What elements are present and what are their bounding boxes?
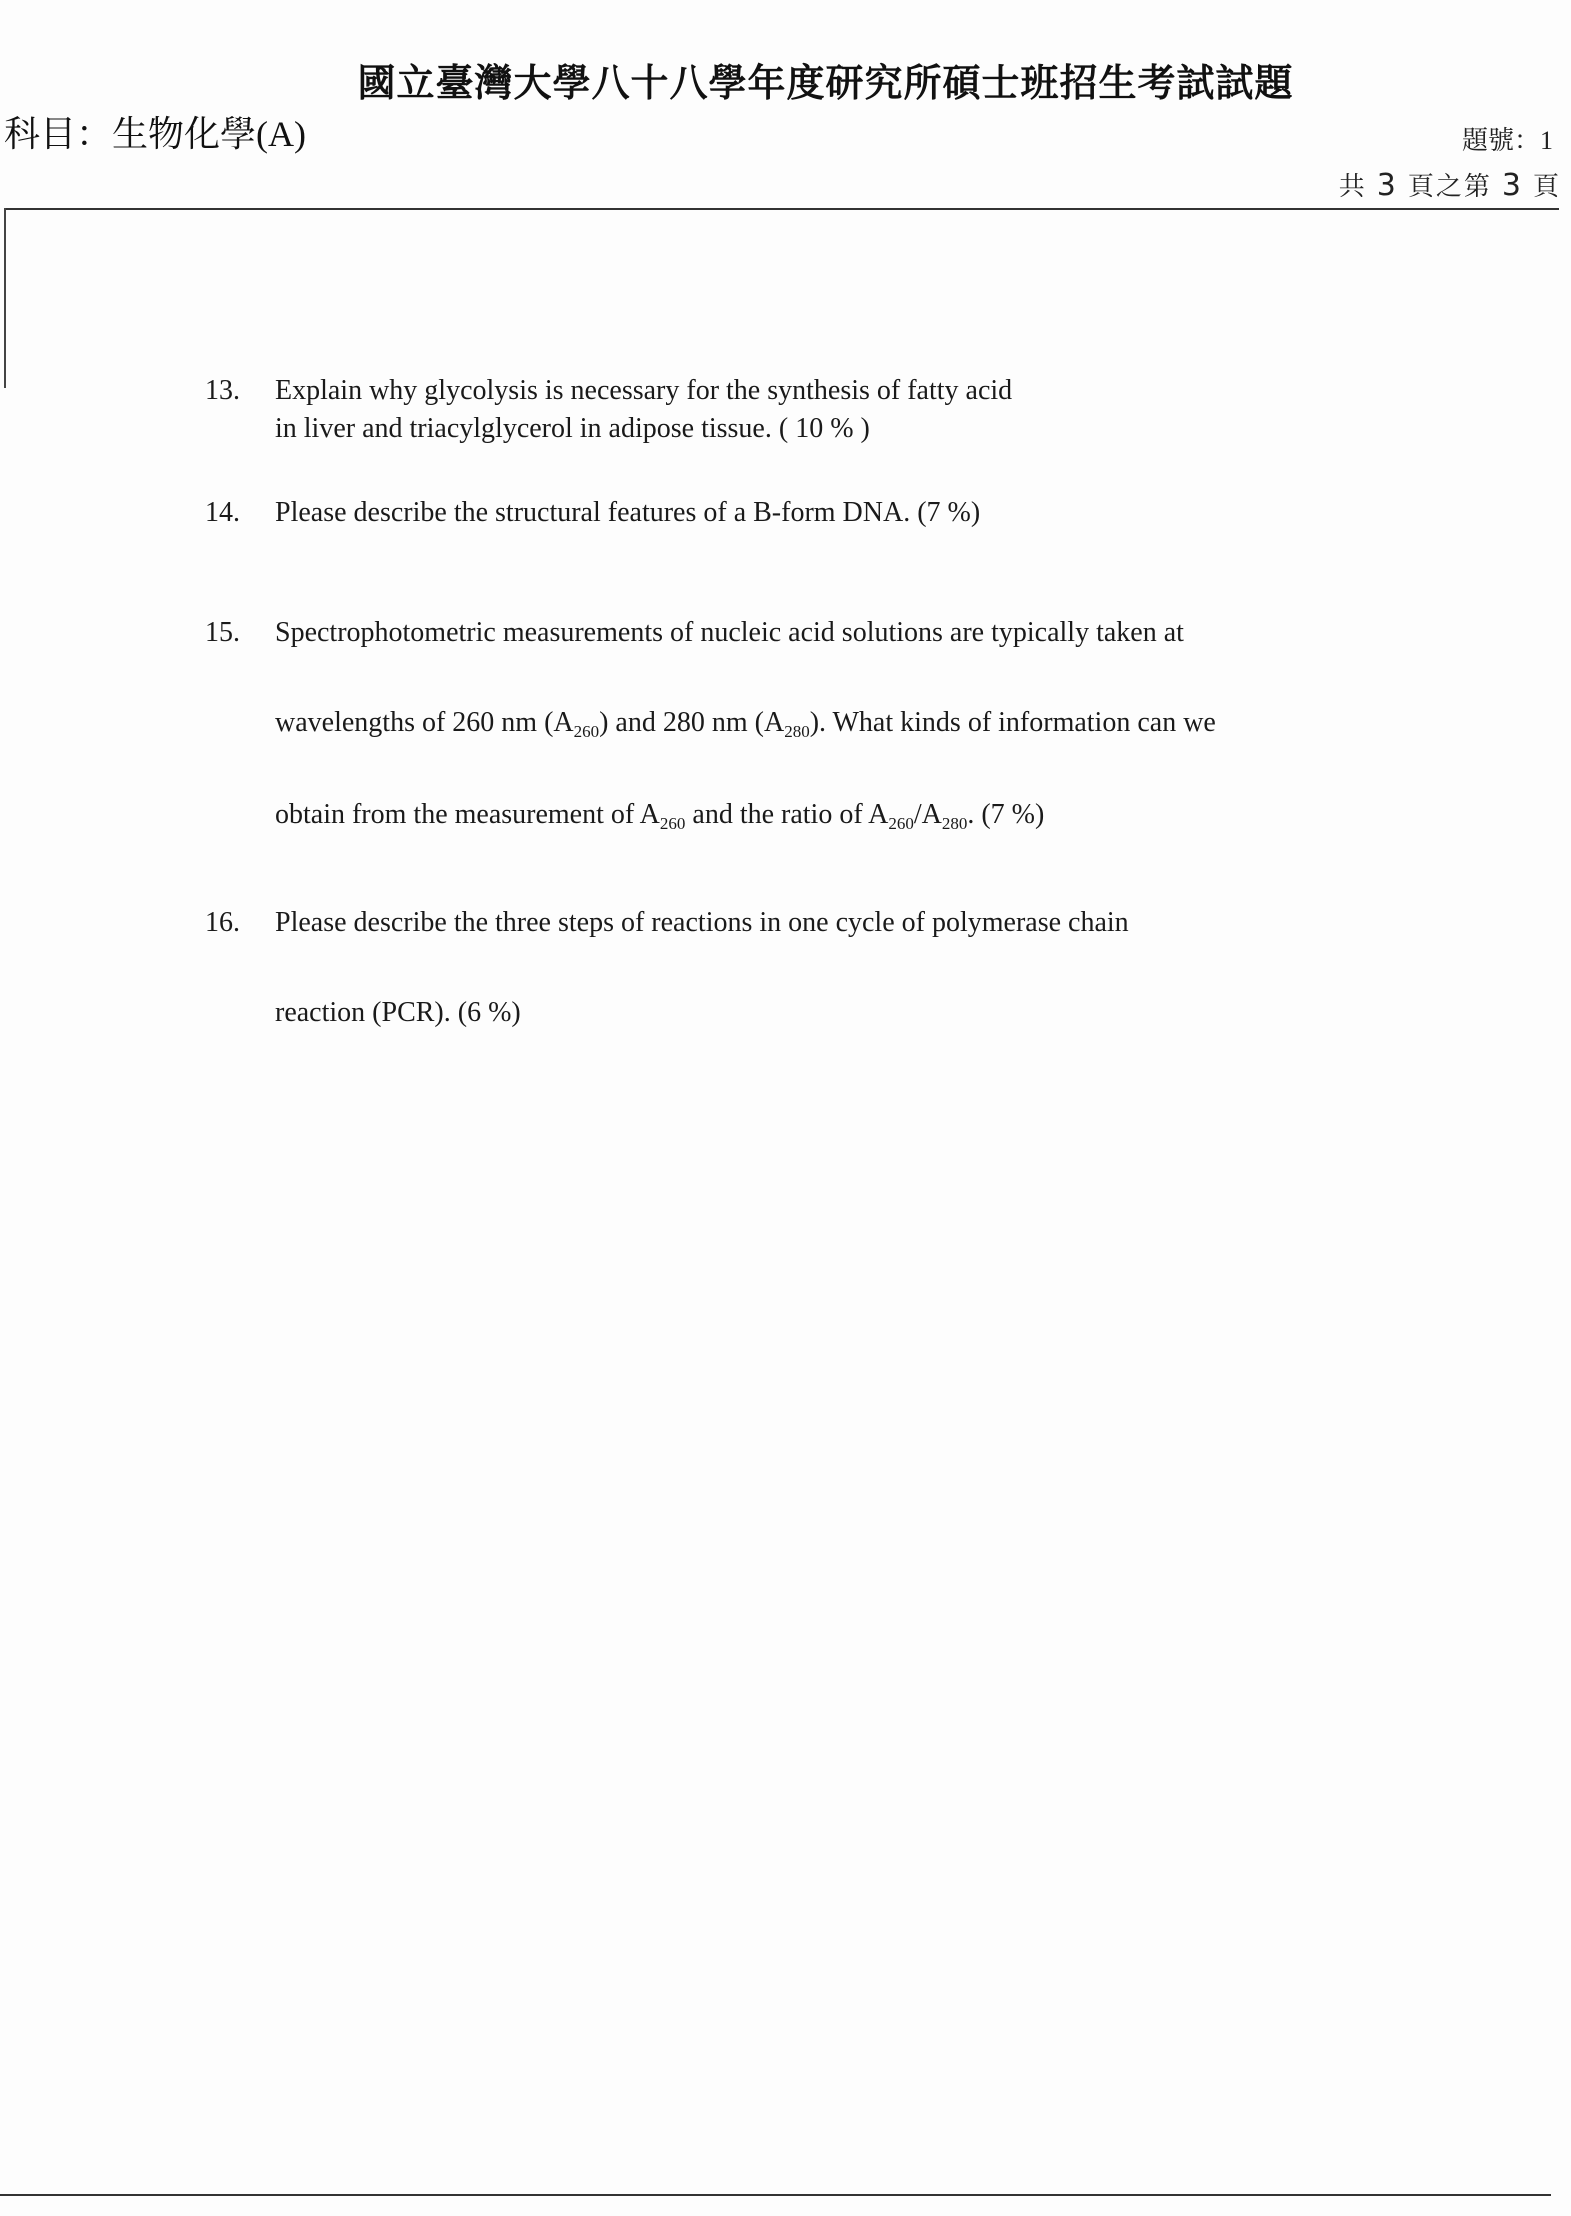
page-count-middle: 頁之第 — [1407, 172, 1492, 201]
question-text-line — [275, 707, 1216, 739]
page-count-prefix: 共 — [1338, 172, 1367, 201]
page-total: 3 — [1376, 168, 1398, 203]
subscript: 260 — [888, 814, 914, 833]
footer-divider — [0, 2194, 1551, 2196]
question-number: 13. — [205, 375, 240, 406]
subscript: 260 — [659, 814, 686, 833]
subscript: 260 — [573, 722, 600, 741]
text-segment: and the ratio of A — [685, 799, 889, 830]
text-segment: . (7 %) — [967, 799, 1045, 830]
question-number: 16. — [205, 907, 240, 938]
text-segment: /A — [913, 799, 942, 830]
question-text-line: reaction (PCR). (6 %) — [275, 997, 521, 1028]
question-text-line — [275, 799, 1044, 831]
question-text-line: Please describe the three steps of reactions in one cycle of polymerase chain — [275, 907, 1129, 938]
page-count-suffix: 頁 — [1532, 172, 1561, 201]
left-border — [4, 208, 6, 388]
question-number: 15. — [205, 617, 240, 648]
question-number: 14. — [205, 497, 240, 528]
text-segment: wavelengths of 260 nm (A — [275, 707, 574, 738]
subscript: 280 — [941, 814, 968, 833]
exam-title: 國立臺灣大學八十八學年度研究所碩士班招生考試試題 — [357, 63, 1294, 105]
text-segment: obtain from the measurement of A — [275, 799, 660, 830]
question-text-line: Spectrophotometric measurements of nucleic acid solutions are typically taken at — [275, 617, 1184, 648]
question-text-line: Please describe the structural features of a B-form DNA. (7 %) — [275, 497, 981, 528]
question-number-label: 題號：1 — [1461, 126, 1553, 155]
header-divider — [4, 208, 1559, 210]
subscript: 280 — [784, 722, 810, 741]
text-segment: ). What kinds of information can we — [809, 707, 1216, 738]
subject-label: 科目：生物化學(A) — [4, 114, 306, 154]
text-segment: ) and 280 nm (A — [599, 707, 785, 738]
question-text-line: Explain why glycolysis is necessary for the synthesis of fatty acid — [275, 375, 1013, 406]
question-text-line: in liver and triacylglycerol in adipose tissue. ( 10 % ) — [275, 413, 870, 444]
page-count — [1339, 166, 1561, 203]
page-current: 3 — [1501, 168, 1523, 203]
